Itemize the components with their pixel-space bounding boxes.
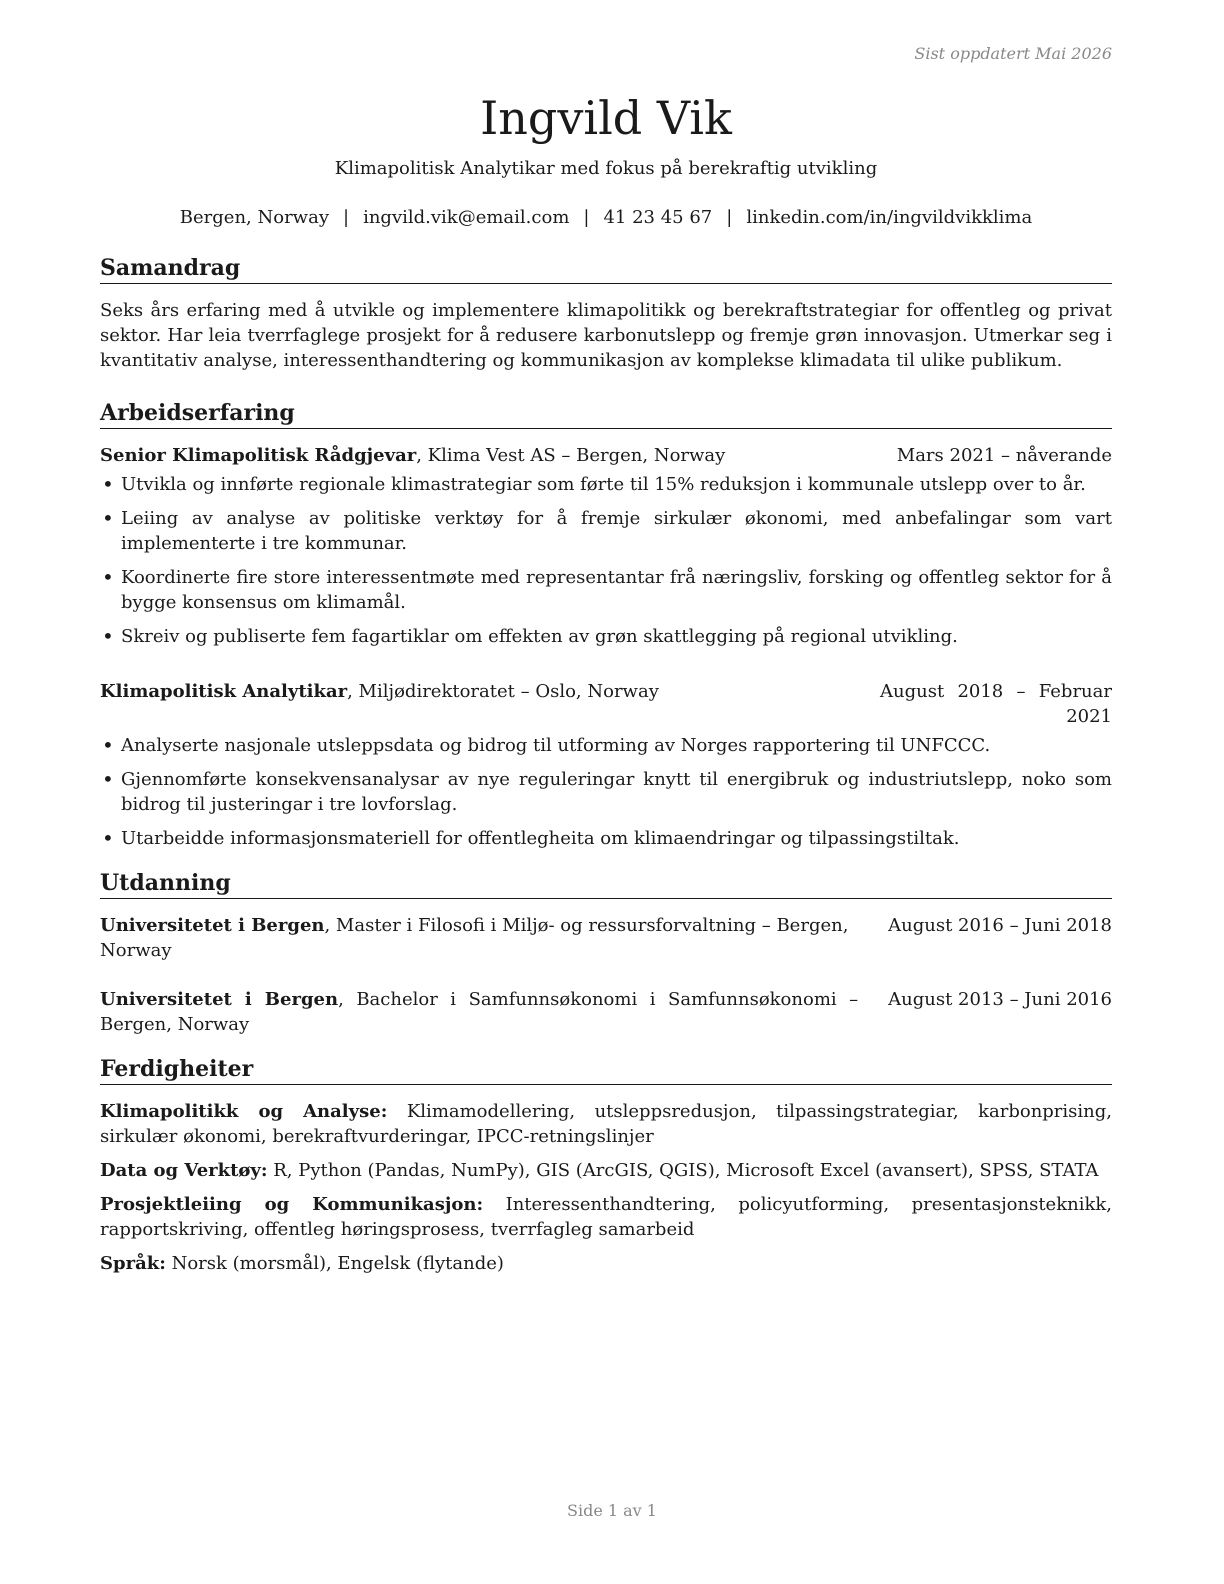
- candidate-name: Ingvild Vik: [480, 91, 732, 145]
- job-title-line: [100, 679, 850, 704]
- skill-group: [100, 1251, 1112, 1276]
- education-dates: August 2013 – Juni 2016: [888, 989, 1112, 1010]
- education-school: Universitetet i Bergen: [100, 989, 339, 1010]
- contact-linkedin[interactable]: linkedin.com/in/ingvildvikklima: [746, 207, 1033, 228]
- section-heading-skills: Ferdigheiter: [100, 1055, 1112, 1085]
- contact-separator: |: [343, 207, 350, 228]
- job-bullet: • Leiing av analyse av politiske verktøy for å fremje sirkulær økonomi, med anbefalingar som vart implementerte i tre kommunar.: [100, 506, 1112, 556]
- job-bullet-list: [100, 472, 1112, 649]
- job-bullet: • Utvikla og innførte regionale klimastrategiar som førte til 15% reduksjon i kommunale utslepp over to år.: [100, 472, 1112, 497]
- contact-separator: |: [583, 207, 590, 228]
- job-bullet: • Skreiv og publiserte fem fagartiklar om effekten av grøn skattlegging på regional utvikling.: [100, 624, 1112, 649]
- skill-group-label: Data og Verktøy:: [100, 1160, 268, 1181]
- job-dates: August 2018 – Februar 2021: [880, 681, 1112, 727]
- page-number-footer: Side 1 av 1: [567, 1501, 657, 1520]
- job-header: [100, 679, 1112, 729]
- education-detail-line: [100, 987, 858, 1037]
- skill-group-label: Klimapolitikk og Analyse:: [100, 1101, 388, 1122]
- education-school: Universitetet i Bergen: [100, 915, 325, 936]
- skill-group-text: Klimamodellering, utsleppsredusjon, tilpassingstrategiar, karbonprising, sirkulær økonomi, berekraftvurderingar, IPCC-retningslinjer: [100, 1101, 1112, 1147]
- skill-group: [100, 1158, 1112, 1183]
- skill-group-text: Norsk (morsmål), Engelsk (flytande): [165, 1253, 504, 1274]
- job-dates: Mars 2021 – nåverande: [896, 445, 1112, 466]
- job-bullet-list: [100, 733, 1112, 851]
- education-degree: , Bachelor i Samfunnsøkonomi i Samfunnsøkonomi – Bergen, Norway: [100, 989, 859, 1035]
- summary-text: Seks års erfaring med å utvikle og implementere klimapolitikk og berekraftstrategiar for offentleg og privat sektor. Har leia tverrfaglege prosjekt for å redusere karbonutslepp og fremje grøn innovasjon. Utmerkar seg i kvantitativ analyse, interessenthandtering og kommunikasjon av komplekse klimadata til ulike publikum.: [100, 300, 1112, 371]
- job-organization: , Miljødirektoratet – Oslo, Norway: [347, 681, 659, 702]
- section-heading-experience: Arbeidserfaring: [100, 399, 1112, 429]
- skill-group: [100, 1192, 1112, 1242]
- contact-separator: |: [726, 207, 733, 228]
- contact-location: Bergen, Norway: [179, 207, 329, 228]
- job-bullet: • Gjennomførte konsekvensanalysar av nye reguleringar knytt til energibruk og industriutslepp, noko som bidrog til justeringar i tre lovforslag.: [100, 767, 1112, 817]
- job-header: [100, 443, 1112, 468]
- education-detail-line: [100, 913, 858, 963]
- job-bullet: • Utarbeidde informasjonsmateriell for offentlegheita om klimaendringar og tilpassingstiltak.: [100, 826, 1112, 851]
- skill-group-text: Interessenthandtering, policyutforming, presentasjonsteknikk, rapportskriving, offentleg høringsprosess, tverrfagleg samarbeid: [100, 1194, 1112, 1240]
- job-bullet: • Koordinerte fire store interessentmøte med representantar frå næringsliv, forsking og offentleg sektor for å bygge konsensus om klimamål.: [100, 565, 1112, 615]
- education-entry: [100, 913, 1112, 963]
- job-bullet: • Analyserte nasjonale utsleppsdata og bidrog til utforming av Norges rapportering til UNFCCC.: [100, 733, 1112, 758]
- skill-group: [100, 1099, 1112, 1149]
- contact-line: [100, 207, 1112, 228]
- section-heading-education: Utdanning: [100, 869, 1112, 899]
- contact-email[interactable]: ingvild.vik@email.com: [363, 207, 570, 228]
- skills-list: [100, 1099, 1112, 1276]
- skill-group-label: Prosjektleiing og Kommunikasjon:: [100, 1194, 484, 1215]
- skill-group-label: Språk:: [100, 1253, 166, 1274]
- education-entry: [100, 987, 1112, 1037]
- job-title-line: [100, 443, 867, 468]
- section-heading-summary: Samandrag: [100, 254, 1112, 284]
- last-updated-note: Sist oppdatert Mai 2026: [914, 44, 1112, 63]
- resume-page: [100, 0, 1112, 1276]
- skill-group-text: R, Python (Pandas, NumPy), GIS (ArcGIS, QGIS), Microsoft Excel (avansert), SPSS, STATA: [267, 1160, 1099, 1181]
- job-title: Senior Klimapolitisk Rådgjevar: [100, 445, 417, 466]
- tagline: Klimapolitisk Analytikar med fokus på berekraftig utvikling: [334, 158, 878, 179]
- contact-phone: 41 23 45 67: [603, 207, 713, 228]
- education-dates: August 2016 – Juni 2018: [888, 915, 1112, 936]
- education-degree: , Master i Filosofi i Miljø- og ressursforvaltning – Bergen, Norway: [100, 915, 849, 961]
- job-organization: , Klima Vest AS – Bergen, Norway: [416, 445, 726, 466]
- job-title: Klimapolitisk Analytikar: [100, 681, 348, 702]
